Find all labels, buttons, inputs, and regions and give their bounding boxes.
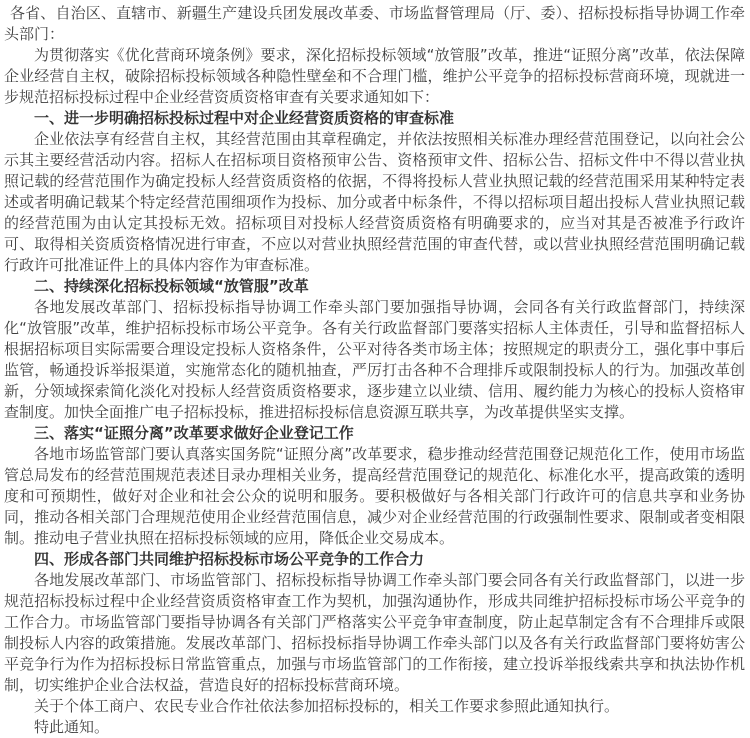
salutation-line: 各省、自治区、直辖市、新疆生产建设兵团发展改革委、市场监督管理局（厅、委）、招标投标指导协调工作牵头部门： bbox=[4, 4, 745, 43]
intro-paragraph: 为贯彻落实《优化营商环境条例》要求，深化招标投标领域“放管服”改革，推进“证照分离”改革，依法保障企业经营自主权，破除招标投标领域各种隐性壁垒和不合理门槛，维护公平竞争的招标投标营商环境，现就进一步规范招标投标过程中企业经营资质资格审查有关要求通知如下： bbox=[4, 46, 745, 106]
closing-line-reference: 关于个体工商户、农民专业合作社依法参加招标投标的，相关工作要求参照此通知执行。 bbox=[34, 697, 620, 715]
section-4-body: 各地发展改革部门、市场监管部门、招标投标指导协调工作牵头部门要会同各有关行政监督部门，以进一步规范招标投标过程中企业经营资质资格审查工作为契机，加强沟通协作，形成共同维护招标投标市场公平竞争的工作合力。市场监管部门要指导协调各有关部门严格落实公平竞争审查制度，防止起草制定含有不合理排斥或限制投标人内容的政策措施。发展改革部门、招标投标指导协调工作牵头部门以及各有关行政监督部门要将妨害公平竞争行为作为招标投标日常监管重点，加强与市场监管部门的工作衔接，建立投诉举报线索共享和执法协作机制，切实维护企业合法权益，营造良好的招标投标营商环境。 bbox=[4, 571, 745, 694]
section-2-heading: 二、持续深化招标投标领域“放管服”改革 bbox=[34, 277, 309, 295]
section-3-body: 各地市场监管部门要认真落实国务院“证照分离”改革要求，稳步推动经营范围登记规范化工作，使用市场监管总局发布的经营范围规范表述目录办理相关业务，提高经营范围登记的规范化、标准化水平，提高政策的透明度和可预期性，做好对企业和社会公众的说明和服务。要积极做好与各相关部门行政许可的信息共享和业务协同，推动各相关部门合理规范使用企业经营范围信息，减少对企业经营范围的行政强制性要求、限制或者变相限制。推动电子营业执照在招标投标领域的应用，降低企业交易成本。 bbox=[4, 445, 746, 547]
section-2-body: 各地发展改革部门、招标投标指导协调工作牵头部门要加强指导协调，会同各有关行政监督部门，持续深化“放管服”改革，维护招标投标市场公平竞争。各有关行政监督部门要落实招标人主体责任，引导和监督招标人根据招标项目实际需要合理设定投标人资格条件，公平对待各类市场主体；按照规定的职责分工，强化事中事后监管，畅通投诉举报渠道，实施常态化的随机抽查，严厉打击各种不合理排斥或限制投标人的行为。加强改革创新，分领域探索简化淡化对投标人经营资质资格要求，逐步建立以业绩、信用、履约能力为核心的投标人资格审查制度。加快全面推广电子招标投标，推进招标投标信息资源互联共享，为改革提供坚实支撑。 bbox=[4, 298, 745, 421]
section-1-body: 企业依法享有经营自主权，其经营范围由其章程确定，并依法按照相关标准办理经营范围登记，以向社会公示其主要经营活动内容。招标人在招标项目资格预审公告、资格预审文件、招标公告、招标文件中不得以营业执照记载的经营范围作为确定投标人经营资质资格的依据，不得将投标人营业执照记载的经营范围采用某种特定表述或者明确记载某个特定经营范围细项作为投标、加分或者中标条件，不得以招标项目超出投标人营业执照记载的经营范围为由认定其投标无效。招标项目对投标人经营资质资格有明确要求的，应当对其是否被准予行政许可、取得相关资质资格情况进行审查，不应以对营业执照经营范围的审查代替，或以营业执照经营范围明确记载行政许可批准证件上的具体内容作为审查标准。 bbox=[4, 130, 745, 274]
section-4-heading: 四、形成各部门共同维护招标投标市场公平竞争的工作合力 bbox=[34, 550, 425, 568]
section-1-heading: 一、进一步明确招标投标过程中对企业经营资质资格的审查标准 bbox=[34, 109, 455, 127]
section-3-heading: 三、落实“证照分离”改革要求做好企业登记工作 bbox=[34, 424, 354, 442]
closing-line-notice: 特此通知。 bbox=[34, 718, 110, 736]
